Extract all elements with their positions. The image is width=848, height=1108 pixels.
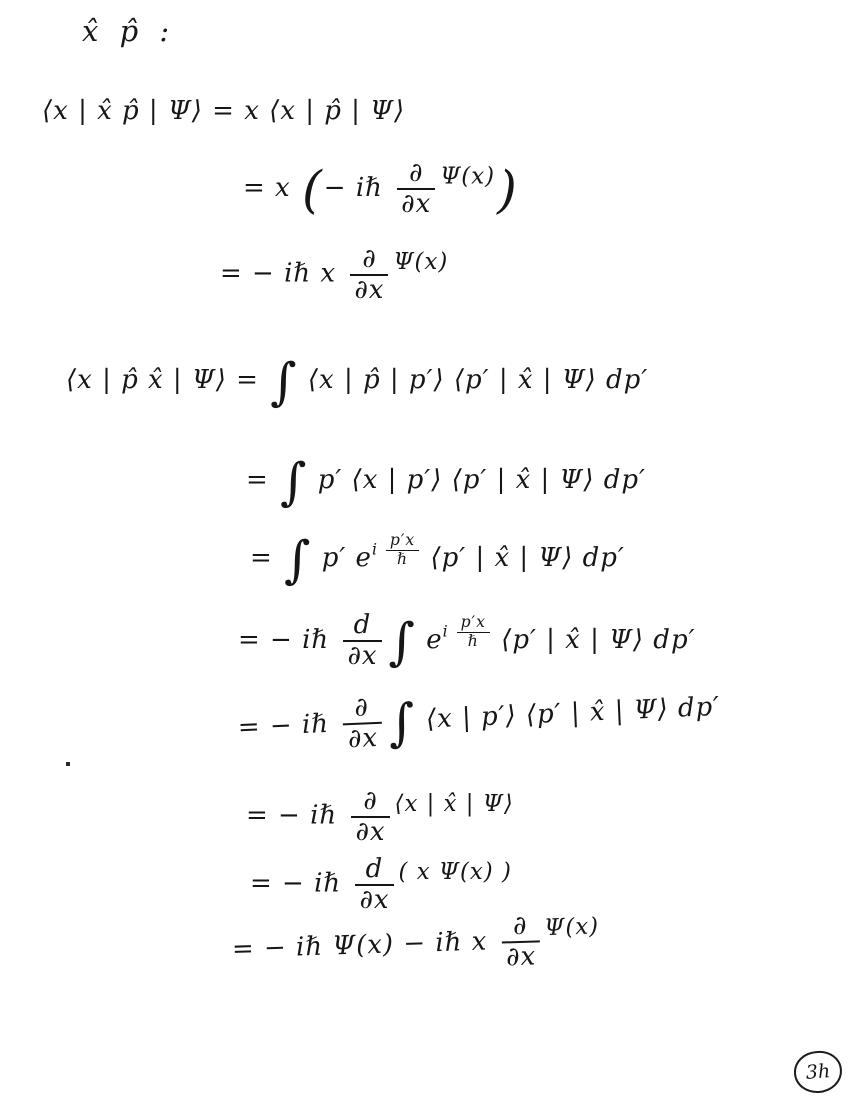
eq-segment: ⟨x | x̂ | Ψ⟩ xyxy=(394,790,514,817)
equation-line-xp-3 xyxy=(220,246,448,303)
page-number-circle xyxy=(793,1049,844,1094)
eq-segment: = − iℏ xyxy=(250,868,351,899)
eq-segment: = xyxy=(250,542,283,573)
eq-segment: i $\frac{p'x}{\text{ℏ}}$ xyxy=(372,533,421,568)
equation-line-xp-2 xyxy=(243,160,519,219)
eq-segment: $\frac{\partial}{\partial x}$ xyxy=(350,246,388,303)
eq-segment: = − iℏ Ψ(x) − iℏ x xyxy=(231,926,498,965)
eq-segment: ⟨x | x̂ p̂ | Ψ⟩ = x ⟨x | p̂ | Ψ⟩ xyxy=(42,96,406,126)
eq-segment: Ψ(x) xyxy=(440,163,496,190)
eq-segment: ∫ xyxy=(388,612,415,671)
eq-segment: = − iℏ xyxy=(246,800,347,831)
equation-line-px-7 xyxy=(250,856,512,913)
eq-segment: $\frac{\partial}{\partial x}$ xyxy=(342,694,383,753)
eq-segment: $\frac{\partial}{\partial x}$ xyxy=(397,160,435,217)
eq-segment: ∫ xyxy=(280,452,307,511)
eq-segment: $\frac{d}{\partial x}$ xyxy=(343,612,381,669)
equation-line-px-1 xyxy=(66,352,648,411)
eq-segment: = − iℏ x xyxy=(220,258,346,289)
eq-segment: ⟨x | p̂ | p′⟩ ⟨p′ | x̂ | Ψ⟩ dp′ xyxy=(298,364,649,395)
eq-segment: ( xyxy=(301,160,322,219)
eq-segment: i $\frac{p'x}{\text{ℏ}}$ xyxy=(443,615,492,650)
eq-segment: Ψ(x) xyxy=(393,248,449,275)
eq-segment: $\frac{\partial}{\partial x}$ xyxy=(351,788,389,845)
eq-segment: = x xyxy=(243,172,300,203)
eq-segment: $\frac{d}{\partial x}$ xyxy=(355,856,393,913)
equation-line-xp-1 xyxy=(42,96,405,126)
operator-product-heading: x̂ p̂ : xyxy=(82,14,176,48)
eq-segment: $\frac{\partial}{\partial x}$ xyxy=(501,912,541,970)
equation-line-px-6 xyxy=(246,788,514,845)
equation-line-px-4 xyxy=(238,612,696,671)
eq-segment: − iℏ xyxy=(323,172,393,203)
eq-segment: ⟨p′ | x̂ | Ψ⟩ dp′ xyxy=(491,624,696,655)
equation-line-px-3 xyxy=(250,530,625,589)
eq-segment: ∫ xyxy=(387,692,417,753)
eq-segment: ( x Ψ(x) ) xyxy=(398,858,512,885)
eq-segment: ∫ xyxy=(270,352,297,411)
eq-segment: p′ e xyxy=(312,542,372,573)
eq-segment: = − iℏ xyxy=(238,624,339,655)
equation-line-px-5 xyxy=(237,679,722,759)
eq-segment: ⟨p′ | x̂ | Ψ⟩ dp′ xyxy=(421,542,625,573)
eq-segment: p′ ⟨x | p′⟩ ⟨p′ | x̂ | Ψ⟩ dp′ xyxy=(308,464,646,495)
equation-line-px-8 xyxy=(231,910,600,979)
eq-segment: e xyxy=(416,624,443,655)
ink-speck xyxy=(66,762,70,766)
eq-segment: = − iℏ xyxy=(237,708,339,743)
equation-line-px-2 xyxy=(246,452,646,511)
eq-segment: Ψ(x) xyxy=(543,913,600,942)
eq-segment: ⟨x | p̂ x̂ | Ψ⟩ = xyxy=(66,364,269,395)
eq-segment: ∫ xyxy=(284,530,311,589)
page-number-label: 3h xyxy=(805,1060,831,1084)
eq-segment: ) xyxy=(497,160,517,219)
eq-segment: ⟨x | p′⟩ ⟨p′ | x̂ | Ψ⟩ dp′ xyxy=(416,691,721,736)
eq-segment: = xyxy=(246,464,279,495)
